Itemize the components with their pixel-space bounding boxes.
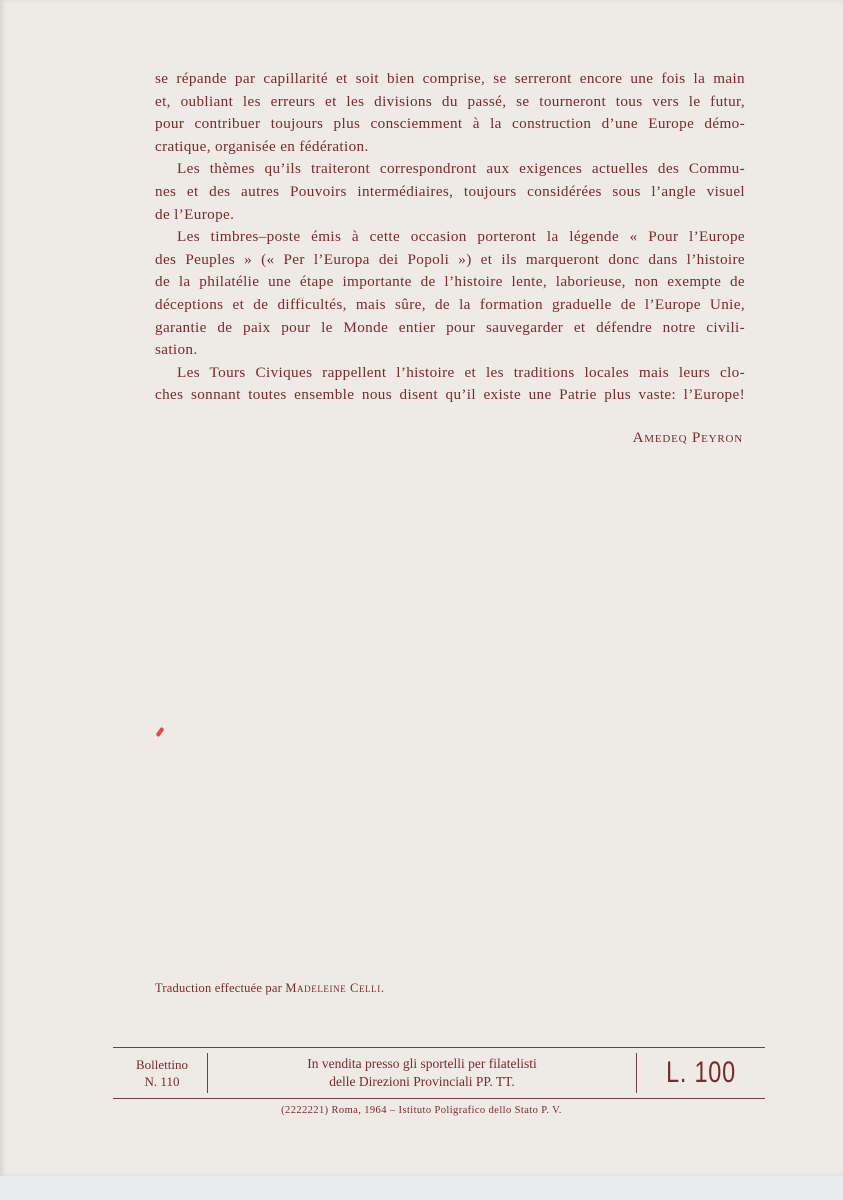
text-line: cratique, organisée en fédération. bbox=[155, 137, 369, 155]
price-label: L. 100 bbox=[666, 1056, 736, 1089]
bleed-through-text bbox=[150, 470, 750, 1030]
footer-divider bbox=[636, 1053, 637, 1093]
text-line: se répande par capillarité et soit bien comprise, se serreront encore une fois la main bbox=[155, 70, 745, 87]
text-line: Les Tours Civiques rappellent l’histoire et les traditions locales mais leurs clo- bbox=[177, 363, 745, 381]
article-body bbox=[155, 68, 745, 407]
text-line: garantie de paix pour le Monde entier pour sauvegarder et défendre notre civili- bbox=[155, 318, 745, 336]
printer-imprint: (2222221) Roma, 1964 – Istituto Poligrafico dello Stato P. V. bbox=[281, 1105, 562, 1116]
text-line: pour contribuer toujours plus consciemment à la construction d’une Europe démo- bbox=[155, 115, 745, 133]
text-line: des Peuples » (« Per l’Europa dei Popoli ») et ils marqueront donc dans l’histoire bbox=[155, 250, 745, 268]
bulletin-cell bbox=[113, 1056, 207, 1090]
sale-info-cell bbox=[208, 1055, 636, 1091]
sale-line-1: In vendita presso gli sportelli per filatelisti bbox=[307, 1056, 537, 1071]
footer-info-box bbox=[113, 1047, 765, 1099]
paragraph-3 bbox=[155, 226, 745, 362]
text-line: sation. bbox=[155, 341, 198, 359]
scan-background bbox=[0, 1176, 843, 1200]
translator-name: Madeleine Celli. bbox=[285, 981, 385, 995]
translation-prefix: Traduction effectuée par bbox=[155, 981, 282, 995]
paragraph-1 bbox=[155, 68, 745, 158]
text-line: déceptions et de difficultés, mais sûre, de la formation graduelle de l’Europe Unie, bbox=[155, 295, 745, 313]
paragraph-4 bbox=[155, 362, 745, 407]
text-line: nes et des autres Pouvoirs intermédiaires, toujours considérées sous l’angle visuel bbox=[155, 182, 745, 200]
text-line: de la philatélie une étape importante de l’histoire lente, laborieuse, non exempte de bbox=[155, 273, 745, 291]
sale-line-2: delle Direzioni Provinciali PP. TT. bbox=[329, 1074, 515, 1089]
paragraph-2 bbox=[155, 158, 745, 226]
ink-speck bbox=[155, 727, 164, 737]
bulletin-number: N. 110 bbox=[144, 1074, 180, 1089]
author-signature: Amedeq Peyron bbox=[632, 430, 743, 446]
translation-credit bbox=[155, 981, 385, 996]
text-line: ches sonnant toutes ensemble nous disent qu’il existe une Patrie plus vaste: l’Europe! bbox=[155, 386, 745, 404]
text-line: Les thèmes qu’ils traiteront correspondront aux exigences actuelles des Commu- bbox=[177, 160, 745, 178]
text-line: et, oubliant les erreurs et les divisions du passé, se tourneront tous vers le futur, bbox=[155, 92, 745, 110]
bulletin-label: Bollettino bbox=[136, 1057, 188, 1072]
text-line: Les timbres–poste émis à cette occasion porteront la légende « Pour l’Europe bbox=[177, 228, 745, 246]
text-line: de l’Europe. bbox=[155, 205, 235, 223]
